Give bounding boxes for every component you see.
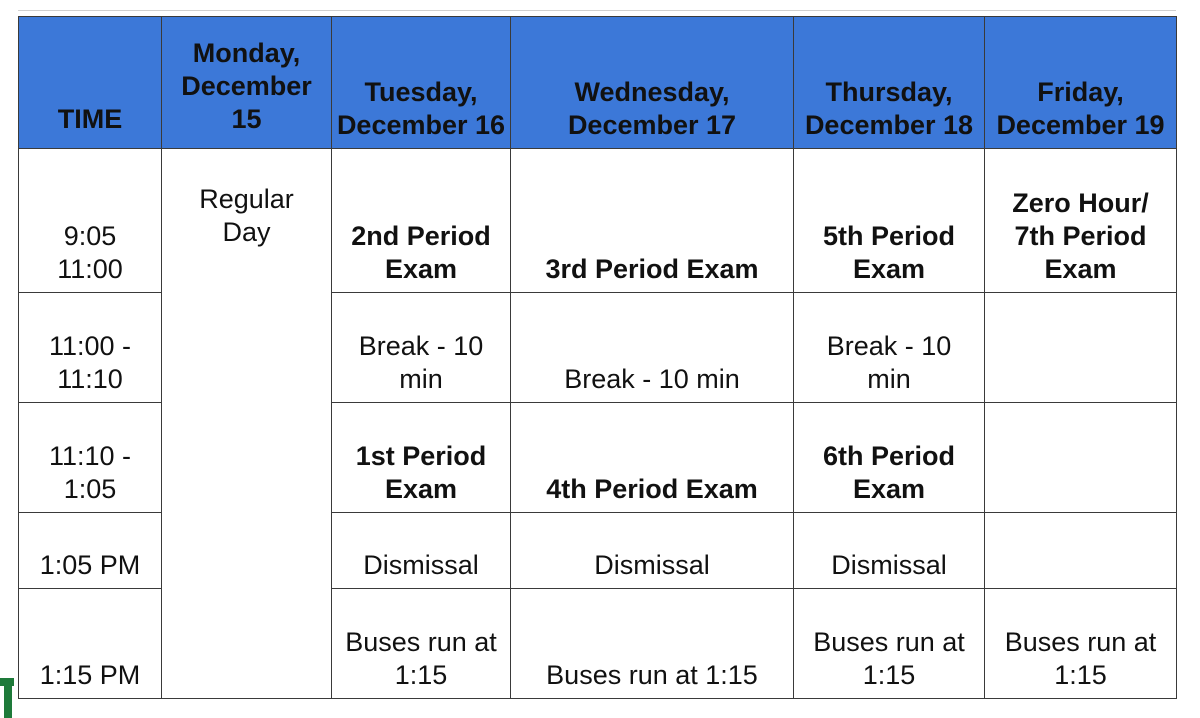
wednesday-cell: Break - 10 min (511, 293, 794, 403)
friday-cell (985, 513, 1177, 589)
header-wednesday: Wednesday, December 17 (511, 17, 794, 149)
time-cell: 11:00 - 11:10 (19, 293, 162, 403)
header-tuesday: Tuesday, December 16 (332, 17, 511, 149)
wednesday-cell: 3rd Period Exam (511, 149, 794, 293)
thursday-cell: 6th Period Exam (794, 403, 985, 513)
thursday-cell: Buses run at 1:15 (794, 589, 985, 699)
friday-cell: Zero Hour/ 7th Period Exam (985, 149, 1177, 293)
header-friday: Friday, December 19 (985, 17, 1177, 149)
tuesday-cell: Break - 10 min (332, 293, 511, 403)
tuesday-cell: 2nd Period Exam (332, 149, 511, 293)
header-time: TIME (19, 17, 162, 149)
table-row (19, 149, 1177, 293)
thursday-cell: Dismissal (794, 513, 985, 589)
tuesday-cell: 1st Period Exam (332, 403, 511, 513)
header-thursday: Thursday, December 18 (794, 17, 985, 149)
header-monday: Monday, December 15 (162, 17, 332, 149)
wednesday-cell: 4th Period Exam (511, 403, 794, 513)
friday-cell (985, 293, 1177, 403)
monday-regular-day: Regular Day (162, 149, 332, 699)
friday-cell: Buses run at 1:15 (985, 589, 1177, 699)
thursday-cell: 5th Period Exam (794, 149, 985, 293)
friday-cell (985, 403, 1177, 513)
wednesday-cell: Dismissal (511, 513, 794, 589)
time-cell: 1:15 PM (19, 589, 162, 699)
top-divider (18, 10, 1176, 11)
header-row (19, 17, 1177, 149)
logo-fragment-icon (0, 678, 14, 718)
exam-schedule-table (18, 16, 1177, 699)
tuesday-cell: Dismissal (332, 513, 511, 589)
thursday-cell: Break - 10 min (794, 293, 985, 403)
time-cell: 9:05 11:00 (19, 149, 162, 293)
time-cell: 1:05 PM (19, 513, 162, 589)
tuesday-cell: Buses run at 1:15 (332, 589, 511, 699)
wednesday-cell: Buses run at 1:15 (511, 589, 794, 699)
time-cell: 11:10 - 1:05 (19, 403, 162, 513)
